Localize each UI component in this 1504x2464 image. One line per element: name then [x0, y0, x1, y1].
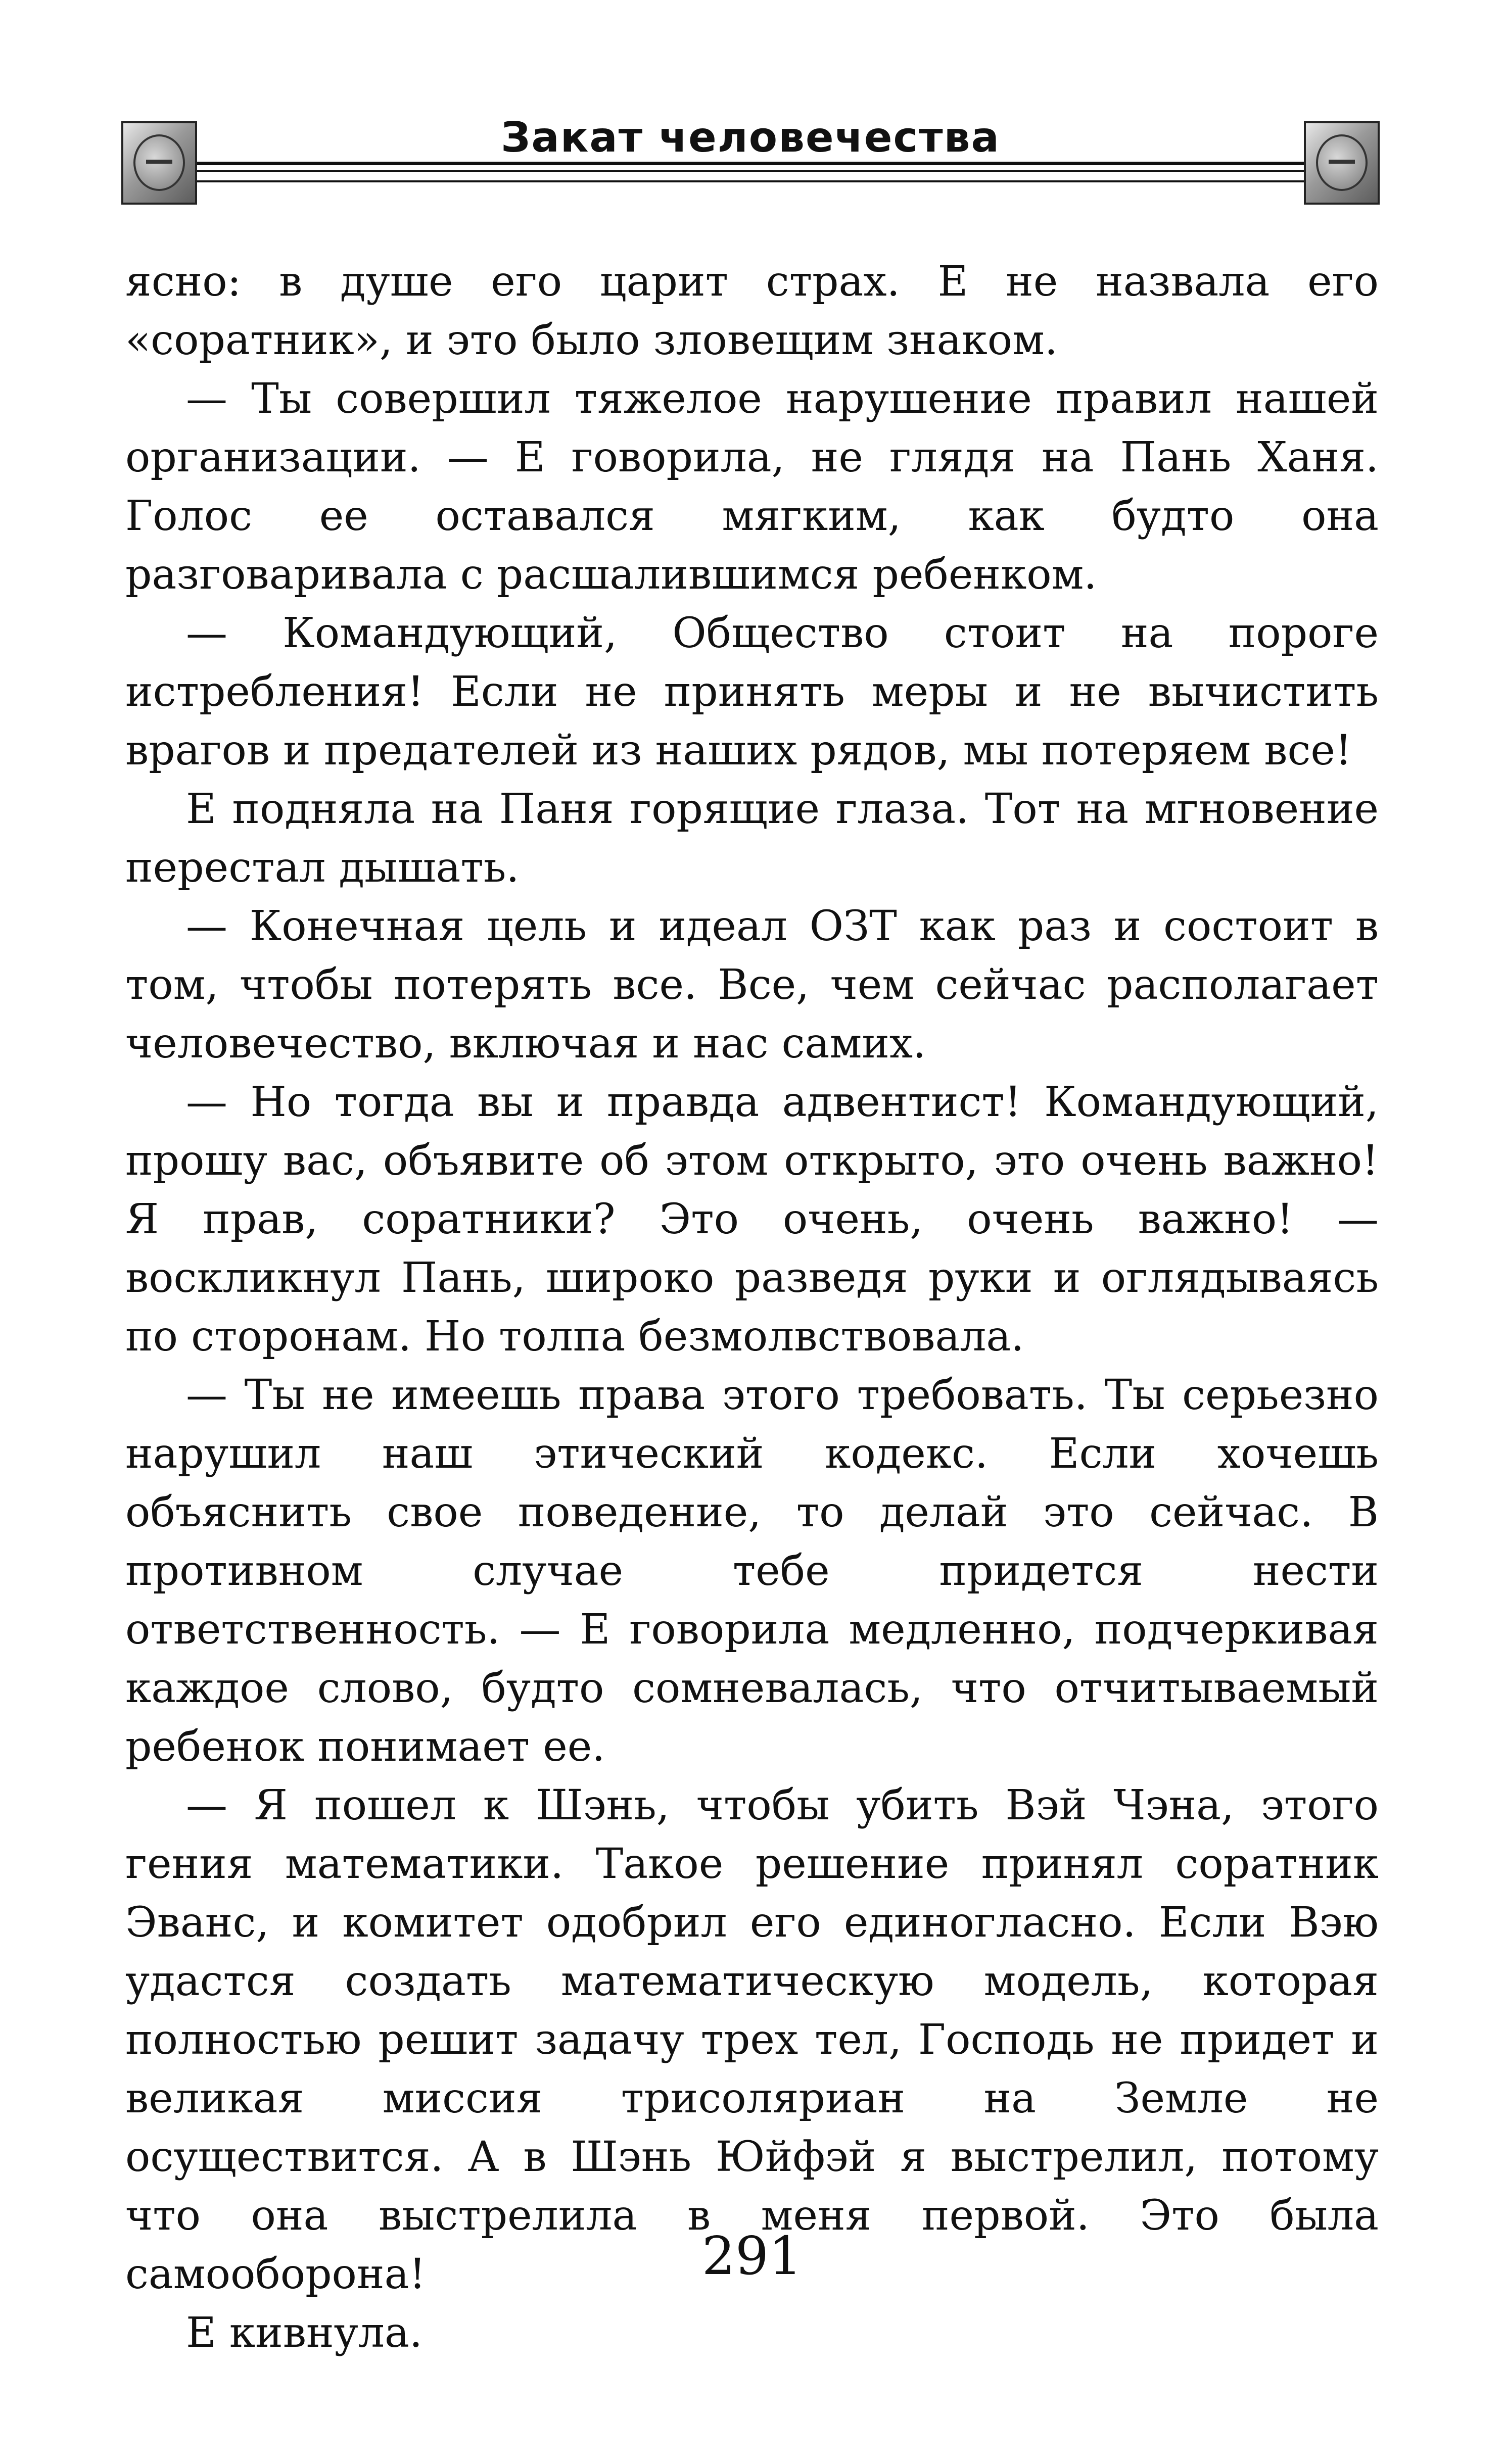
paragraph-1: ясно: в душе его царит страх. Е не назвала его «соратник», и это было зловещим знаком.: [125, 258, 1379, 364]
paragraph-7: — Ты не имеешь права этого требовать. Ты серьезно нарушил наш этический кодекс. Если хочешь объяснить свое поведение, то делай это сейчас. В противном случае тебе придется нести ответственность. — Е говорила медленно, подчеркивая каждое слово, будто сомневалась, что отчитываемый ребенок понимает ее.: [125, 1371, 1379, 1771]
paragraph-5: — Конечная цель и идеал ОЗТ как раз и состоит в том, чтобы потерять все. Все, чем сейчас располагает человечество, включая и нас самих.: [125, 902, 1379, 1068]
paragraph-2: — Ты совершил тяжелое нарушение правил нашей организации. — Е говорила, не глядя на Пань Ханя. Голос ее оставался мягким, как будто она разговаривала с расшалившимся ребенком.: [125, 375, 1379, 599]
right-emblem-icon: [1304, 121, 1380, 205]
paragraph-9: Е кивнула.: [186, 2309, 422, 2357]
page-number: 291: [701, 2225, 803, 2287]
paragraph-4: Е подняла на Паня горящие глаза. Тот на мгновение перестал дышать.: [125, 785, 1379, 892]
paragraph-3: — Командующий, Общество стоит на пороге истребления! Если не принять меры и не вычистить врагов и предателей из наших рядов, мы потеряем все!: [125, 609, 1379, 775]
paragraph-6: — Но тогда вы и правда адвентист! Командующий, прошу вас, объявите об этом открыто, это очень важно! Я прав, соратники? Это очень, очень важно! — воскликнул Пань, широко разведя руки и оглядываясь по сторонам. Но толпа безмолвствовала.: [125, 1078, 1379, 1361]
running-title: Закат человечества: [501, 114, 1000, 162]
header-rule: [197, 162, 1304, 182]
running-header: [121, 114, 1380, 215]
body-text: [125, 253, 1379, 2362]
paragraph-8: — Я пошел к Шэнь, чтобы убить Вэй Чэна, этого гения математики. Такое решение принял соратник Эванс, и комитет одобрил его единогласно. Если Вэю удастся создать математическую модель, которая полностью решит задачу трех тел, Господь не придет и великая миссия трисоляриан на Земле не осуществится. А в Шэнь Юйфэй я выстрелил, потому что она выстрелила в меня первой. Это была самооборона!: [125, 1781, 1379, 2298]
